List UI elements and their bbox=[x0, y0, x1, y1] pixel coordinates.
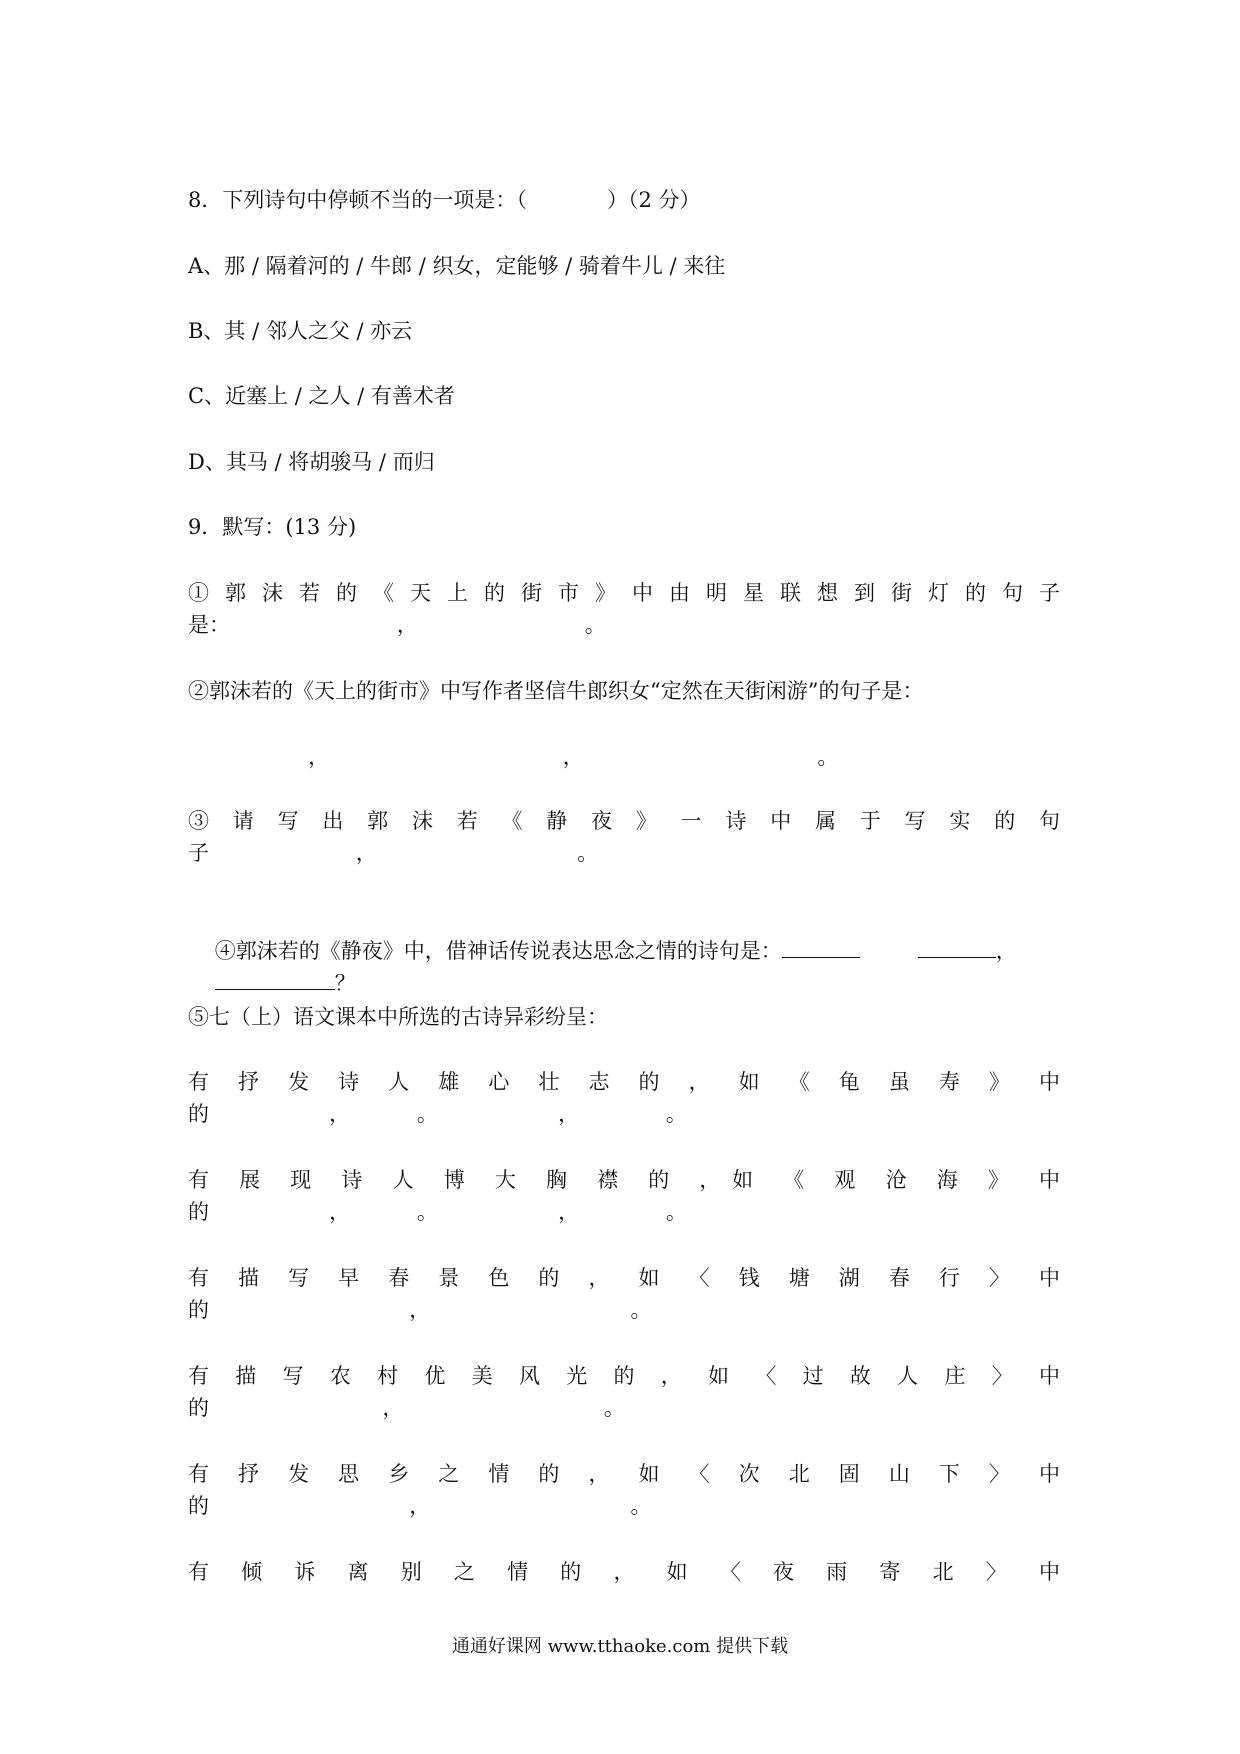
poem-row-4-a: 有 描 写 农 村 优 美 风 光 的 ， 如 〈 过 故 人 庄 〉 中 bbox=[188, 1364, 1060, 1388]
q8-option-a: A、那 / 隔着河的 / 牛郎 / 织女，定能够 / 骑着牛儿 / 来往 bbox=[188, 254, 726, 278]
poem-row-5-a: 有 抒 发 思 乡 之 情 的 ， 如 〈 次 北 固 山 下 〉 中 bbox=[188, 1462, 1060, 1486]
q8-option-b: B、其 / 邻人之父 / 亦云 bbox=[188, 319, 413, 343]
q9-item3-line2: 子 ， 。 bbox=[188, 841, 599, 865]
page-footer: 通通好课网 www.tthaoke.com 提供下载 bbox=[451, 1636, 789, 1657]
q8-stem: 8．下列诗句中停顿不当的一项是：（ ）（2 分） bbox=[188, 188, 701, 212]
q8-option-d: D、其马 / 将胡骏马 / 而归 bbox=[188, 450, 435, 474]
poem-row-2-b: 的 ， 。 ， 。 bbox=[188, 1200, 687, 1224]
q9-item1-line1: ① 郭 沫 若 的 《 天 上 的 街 市 》 中 由 明 星 联 想 到 街 灯 的 句 子 bbox=[188, 581, 1060, 605]
q9-item3-line1: ③ 请 写 出 郭 沫 若 《 静 夜 》 一 诗 中 属 于 写 实 的 句 bbox=[188, 809, 1060, 833]
answer-blank bbox=[215, 967, 335, 990]
q9-item2-line2: ， ， 。 bbox=[188, 745, 839, 769]
poem-row-4-b: 的 ， 。 bbox=[188, 1396, 625, 1420]
poem-row-3-b: 的 ， 。 bbox=[188, 1298, 652, 1322]
poem-row-1-a: 有 抒 发 诗 人 雄 心 壮 志 的 ， 如 《 龟 虽 寿 》 中 bbox=[188, 1070, 1060, 1094]
q9-item5-intro: ⑤七（上）语文课本中所选的古诗异彩纷呈： bbox=[188, 1005, 608, 1029]
q9-item4-comma: ， bbox=[995, 939, 1017, 963]
poem-row-6-a: 有 倾 诉 离 别 之 情 的 ， 如 〈 夜 雨 寄 北 〉 中 bbox=[188, 1560, 1060, 1584]
q8-option-c: C、近塞上 / 之人 / 有善术者 bbox=[188, 384, 455, 408]
answer-blank bbox=[782, 935, 860, 958]
poem-row-5-b: 的 ， 。 bbox=[188, 1494, 652, 1518]
poem-row-3-a: 有 描 写 早 春 景 色 的 ， 如 〈 钱 塘 湖 春 行 〉 中 bbox=[188, 1266, 1060, 1290]
poem-row-1-b: 的 ， 。 ， 。 bbox=[188, 1102, 687, 1126]
q9-item2-line1: ②郭沫若的《天上的街市》中写作者坚信牛郎织女“定然在天街闲游”的句子是： bbox=[188, 679, 924, 703]
q9-stem: 9．默写：(13 分) bbox=[188, 515, 357, 539]
q9-item4-question-mark: ？ bbox=[334, 971, 356, 995]
answer-blank bbox=[918, 935, 996, 958]
q9-item1-line2: 是： ， 。 bbox=[188, 613, 606, 637]
q9-item4-text: ④郭沫若的《静夜》中，借神话传说表达思念之情的诗句是： bbox=[214, 939, 782, 963]
poem-row-2-a: 有 展 现 诗 人 博 大 胸 襟 的 ，如 《 观 沧 海 》 中 bbox=[188, 1168, 1060, 1192]
